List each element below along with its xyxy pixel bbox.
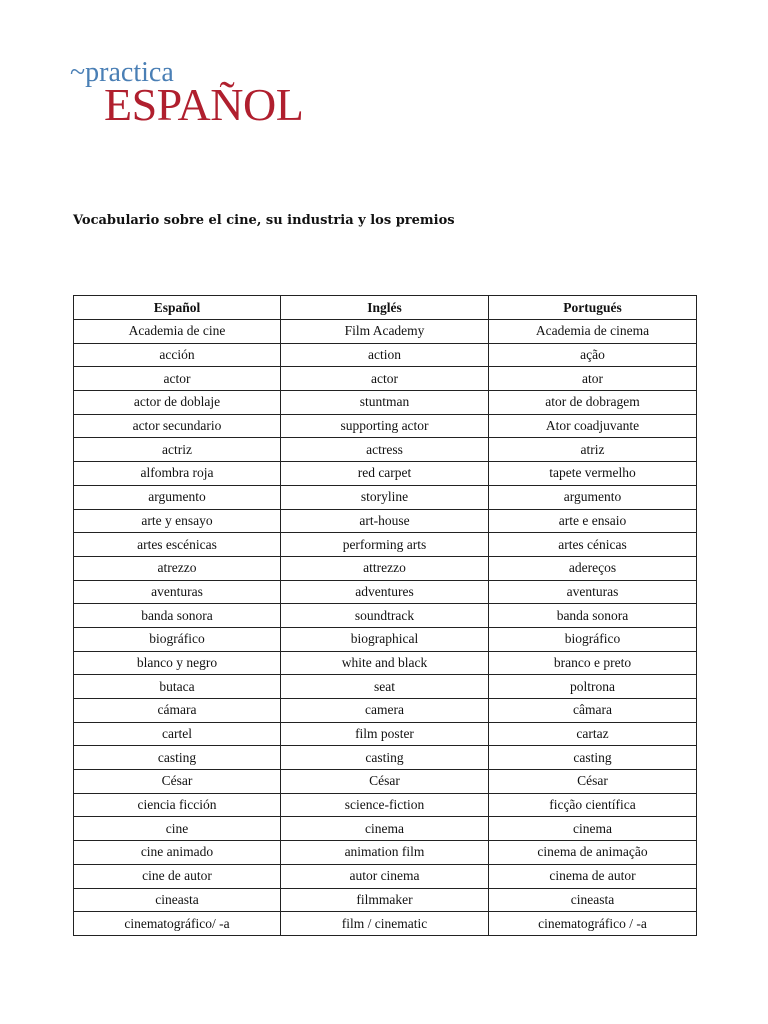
cell-spanish: biográfico [74, 627, 281, 651]
cell-english: stuntman [281, 391, 489, 415]
table-header-row [74, 296, 697, 320]
table-row [74, 438, 697, 462]
cell-spanish: cine de autor [74, 864, 281, 888]
table-row [74, 841, 697, 865]
cell-portuguese: cinematográfico / -a [489, 912, 697, 936]
cell-spanish: cine animado [74, 841, 281, 865]
table-row [74, 770, 697, 794]
cell-spanish: aventuras [74, 580, 281, 604]
vocabulary-table [73, 295, 697, 936]
document-heading: Vocabulario sobre el cine, su industria y los premios [73, 213, 455, 228]
cell-english: science-fiction [281, 793, 489, 817]
cell-english: soundtrack [281, 604, 489, 628]
cell-english: storyline [281, 485, 489, 509]
cell-portuguese: Academia de cinema [489, 320, 697, 344]
cell-portuguese: cinema de autor [489, 864, 697, 888]
cell-spanish: alfombra roja [74, 462, 281, 486]
cell-portuguese: câmara [489, 699, 697, 723]
cell-spanish: cine [74, 817, 281, 841]
table-row [74, 793, 697, 817]
cell-spanish: Academia de cine [74, 320, 281, 344]
table-row [74, 627, 697, 651]
table-row [74, 367, 697, 391]
cell-english: seat [281, 675, 489, 699]
cell-spanish: blanco y negro [74, 651, 281, 675]
table-row [74, 817, 697, 841]
cell-portuguese: aventuras [489, 580, 697, 604]
cell-portuguese: ficção científica [489, 793, 697, 817]
cell-english: César [281, 770, 489, 794]
table-row [74, 888, 697, 912]
cell-portuguese: banda sonora [489, 604, 697, 628]
cell-english: filmmaker [281, 888, 489, 912]
table-row [74, 746, 697, 770]
cell-english: film poster [281, 722, 489, 746]
cell-english: cinema [281, 817, 489, 841]
cell-spanish: cinematográfico/ -a [74, 912, 281, 936]
cell-english: white and black [281, 651, 489, 675]
cell-portuguese: ação [489, 343, 697, 367]
cell-spanish: cartel [74, 722, 281, 746]
header-ingles: Inglés [281, 296, 489, 320]
cell-english: actress [281, 438, 489, 462]
cell-english: red carpet [281, 462, 489, 486]
cell-portuguese: César [489, 770, 697, 794]
cell-portuguese: cartaz [489, 722, 697, 746]
cell-english: attrezzo [281, 556, 489, 580]
cell-spanish: banda sonora [74, 604, 281, 628]
cell-portuguese: tapete vermelho [489, 462, 697, 486]
cell-spanish: cámara [74, 699, 281, 723]
cell-portuguese: atriz [489, 438, 697, 462]
brand-logo [70, 58, 330, 130]
logo-espanol-text: ESPAÑOL [104, 79, 304, 130]
cell-english: biographical [281, 627, 489, 651]
cell-spanish: cineasta [74, 888, 281, 912]
cell-portuguese: cineasta [489, 888, 697, 912]
table-row [74, 604, 697, 628]
cell-english: camera [281, 699, 489, 723]
table-row [74, 391, 697, 415]
cell-spanish: arte y ensayo [74, 509, 281, 533]
cell-spanish: atrezzo [74, 556, 281, 580]
cell-spanish: actriz [74, 438, 281, 462]
table-row [74, 485, 697, 509]
table-row [74, 675, 697, 699]
table-row [74, 533, 697, 557]
cell-portuguese: biográfico [489, 627, 697, 651]
table-row [74, 414, 697, 438]
cell-english: adventures [281, 580, 489, 604]
cell-portuguese: ator [489, 367, 697, 391]
table-row [74, 580, 697, 604]
table-row [74, 651, 697, 675]
cell-spanish: casting [74, 746, 281, 770]
cell-portuguese: Ator coadjuvante [489, 414, 697, 438]
cell-portuguese: artes cénicas [489, 533, 697, 557]
cell-english: film / cinematic [281, 912, 489, 936]
table-row [74, 462, 697, 486]
cell-english: supporting actor [281, 414, 489, 438]
cell-portuguese: branco e preto [489, 651, 697, 675]
cell-portuguese: argumento [489, 485, 697, 509]
cell-english: autor cinema [281, 864, 489, 888]
logo-practica-text: ~practica [70, 57, 174, 88]
cell-portuguese: cinema [489, 817, 697, 841]
cell-english: action [281, 343, 489, 367]
table-row [74, 343, 697, 367]
cell-spanish: César [74, 770, 281, 794]
cell-portuguese: adereços [489, 556, 697, 580]
table-row [74, 320, 697, 344]
table-row [74, 556, 697, 580]
cell-spanish: ciencia ficción [74, 793, 281, 817]
header-espanol: Español [74, 296, 281, 320]
header-portugues: Portugués [489, 296, 697, 320]
table-row [74, 722, 697, 746]
cell-spanish: actor de doblaje [74, 391, 281, 415]
cell-portuguese: arte e ensaio [489, 509, 697, 533]
table-row [74, 699, 697, 723]
cell-english: casting [281, 746, 489, 770]
cell-portuguese: poltrona [489, 675, 697, 699]
cell-portuguese: ator de dobragem [489, 391, 697, 415]
cell-portuguese: cinema de animação [489, 841, 697, 865]
cell-english: animation film [281, 841, 489, 865]
table-row [74, 864, 697, 888]
cell-spanish: argumento [74, 485, 281, 509]
cell-spanish: actor secundario [74, 414, 281, 438]
cell-english: art-house [281, 509, 489, 533]
cell-spanish: artes escénicas [74, 533, 281, 557]
table-row [74, 509, 697, 533]
cell-english: Film Academy [281, 320, 489, 344]
table-row [74, 912, 697, 936]
cell-spanish: butaca [74, 675, 281, 699]
cell-spanish: acción [74, 343, 281, 367]
cell-portuguese: casting [489, 746, 697, 770]
cell-spanish: actor [74, 367, 281, 391]
cell-english: performing arts [281, 533, 489, 557]
cell-english: actor [281, 367, 489, 391]
